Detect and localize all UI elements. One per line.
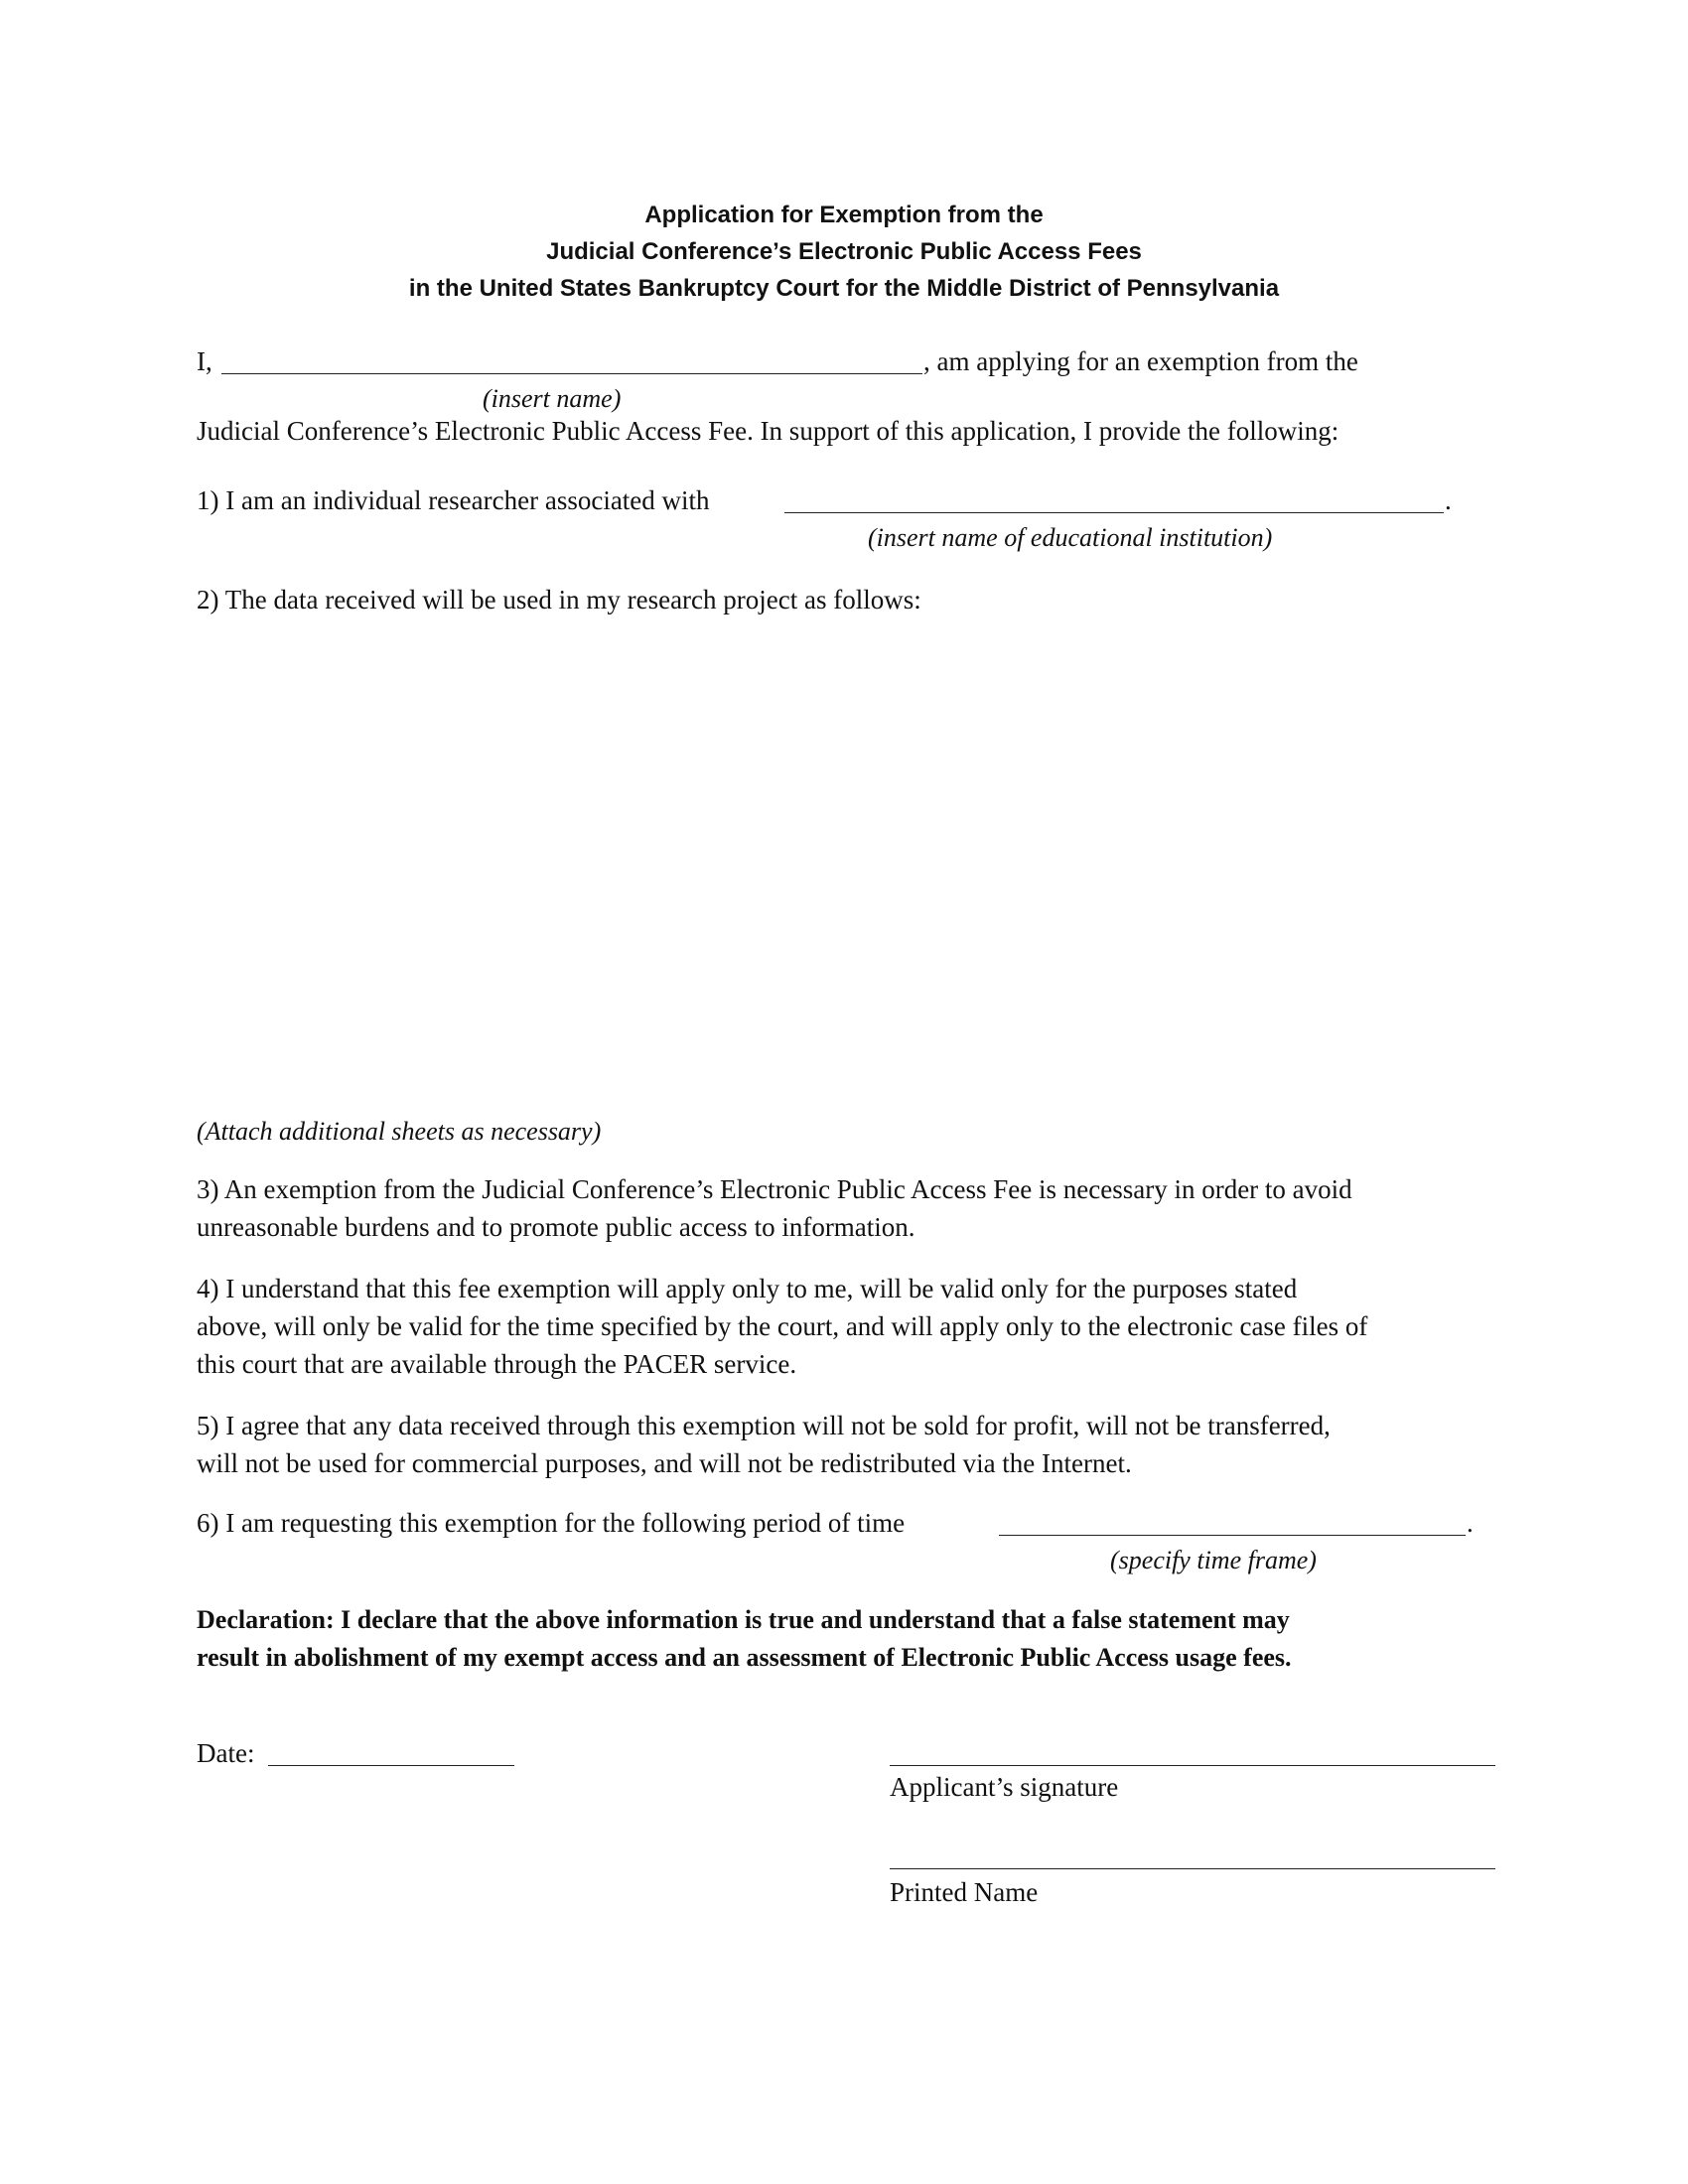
institution-blank[interactable]	[784, 512, 1444, 513]
time-frame-hint: (specify time frame)	[1110, 1546, 1317, 1574]
printed-name-label: Printed Name	[890, 1877, 1039, 1907]
item-5-line-2: will not be used for commercial purposes, and will not be redistributed via the Internet.	[197, 1448, 1132, 1478]
time-frame-blank[interactable]	[999, 1535, 1466, 1536]
date-label: Date:	[197, 1738, 255, 1768]
item-4-line-1: 4) I understand that this fee exemption will apply only to me, will be valid only for the purposes stated	[197, 1274, 1298, 1303]
item-3-line-2: unreasonable burdens and to promote public access to information.	[197, 1212, 915, 1242]
research-description-area[interactable]	[197, 625, 1517, 1102]
title-line-3: in the United States Bankruptcy Court for the Middle District of Pennsylvania	[408, 275, 1280, 302]
item-5-line-1: 5) I agree that any data received through this exemption will not be sold for profit, will not be transferred,	[197, 1411, 1331, 1440]
intro-prefix: I,	[197, 346, 212, 376]
item-4-line-2: above, will only be valid for the time specified by the court, and will apply only to the electronic case files of	[197, 1311, 1368, 1341]
declaration-line-1: Declaration: I declare that the above information is true and understand that a false statement may	[197, 1605, 1290, 1634]
applicant-signature-line[interactable]	[890, 1765, 1495, 1766]
item-1-text: 1) I am an individual researcher associated with	[197, 485, 710, 515]
intro-line-2: Judicial Conference’s Electronic Public Access Fee. In support of this application, I provide the following:	[197, 416, 1339, 446]
date-blank[interactable]	[268, 1765, 514, 1766]
item-4-line-3: this court that are available through the PACER service.	[197, 1349, 797, 1379]
insert-name-hint: (insert name)	[483, 384, 622, 413]
item-3-line-1: 3) An exemption from the Judicial Conference’s Electronic Public Access Fee is necessary in order to avoid	[197, 1174, 1352, 1204]
intro-suffix: , am applying for an exemption from the	[923, 346, 1358, 376]
item-6-text: 6) I am requesting this exemption for the following period of time	[197, 1508, 906, 1538]
attach-sheets-note: (Attach additional sheets as necessary)	[197, 1117, 602, 1146]
declaration-line-2: result in abolishment of my exempt access and an assessment of Electronic Public Access usage fees.	[197, 1643, 1292, 1672]
printed-name-line[interactable]	[890, 1868, 1495, 1869]
applicant-name-blank[interactable]	[221, 373, 922, 374]
item-1-period: .	[1445, 485, 1452, 515]
title-line-1: Application for Exemption from the	[644, 202, 1044, 228]
institution-hint: (insert name of educational institution)	[868, 523, 1273, 552]
title-line-2: Judicial Conference’s Electronic Public Access Fees	[546, 238, 1142, 265]
item-6-period: .	[1467, 1508, 1474, 1538]
item-2-text: 2) The data received will be used in my research project as follows:	[197, 585, 921, 614]
form-title	[0, 197, 1688, 307]
applicant-signature-label: Applicant’s signature	[890, 1772, 1119, 1802]
